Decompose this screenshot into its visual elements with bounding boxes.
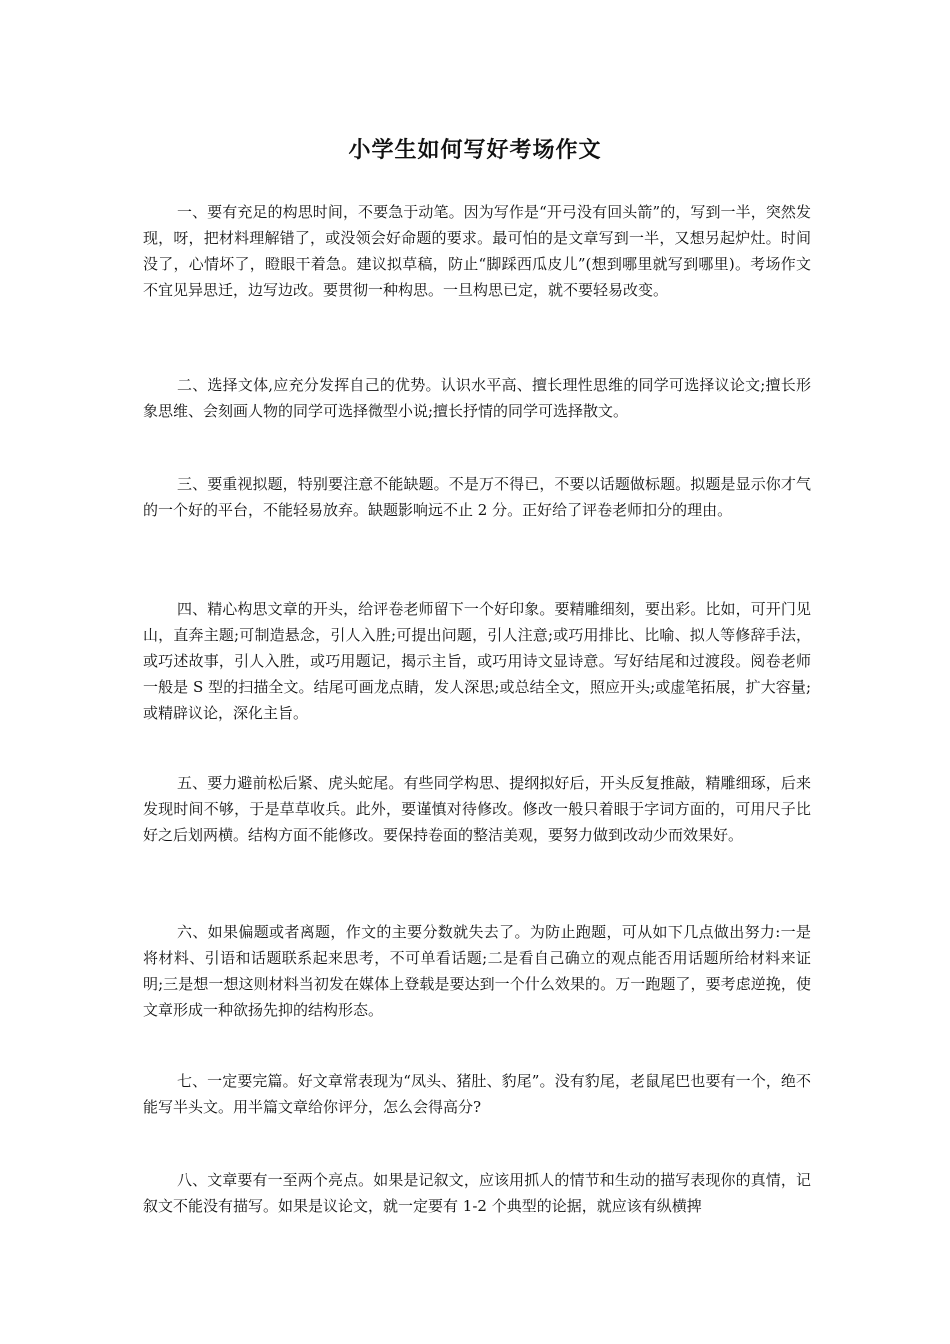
document-title: 小学生如何写好考场作文: [348, 137, 602, 163]
paragraph-4: 四、精心构思文章的开头，给评卷老师留下一个好印象。要精雕细刻，要出彩。比如，可开门见山，直奔主题;可制造悬念，引人入胜;可提出问题，引人注意;或巧用排比、比喻、拟人等修辞手法，或巧述故事，引人入胜，或巧用题记，揭示主旨，或巧用诗文显诗意。写好结尾和过渡段。阅卷老师一般是 S 型的扫描全文。结尾可画龙点睛，发人深思;或总结全文，照应开头;或虚笔拓展，扩大容量;或精辟议论，深化主旨。: [143, 600, 811, 722]
paragraph-6: 六、如果偏题或者离题，作文的主要分数就失去了。为防止跑题，可从如下几点做出努力:一是将材料、引语和话题联系起来思考，不可单看话题;二是看自己确立的观点能否用话题所给材料来证明;三是想一想这则材料当初发在媒体上登载是要达到一个什么效果的。万一跑题了，要考虑逆挽，使文章形成一种欲扬先抑的结构形态。: [143, 923, 811, 1019]
paragraph-1: 一、要有充足的构思时间，不要急于动笔。因为写作是“开弓没有回头箭”的，写到一半，突然发现，呀，把材料理解错了，或没领会好命题的要求。最可怕的是文章写到一半，又想另起炉灶。时间没了，心情坏了，瞪眼干着急。建议拟草稿，防止“脚踩西瓜皮儿”(想到哪里就写到哪里)。考场作文不宜见异思迁，边写边改。要贯彻一种构思。一旦构思已定，就不要轻易改变。: [143, 203, 811, 299]
paragraph-8: 八、文章要有一至两个亮点。如果是记叙文，应该用抓人的情节和生动的描写表现你的真情，记叙文不能没有描写。如果是议论文，就一定要有 1-2 个典型的论据，就应该有纵横捭: [143, 1171, 811, 1215]
paragraph-3: 三、要重视拟题，特别要注意不能缺题。不是万不得已，不要以话题做标题。拟题是显示你才气的一个好的平台，不能轻易放弃。缺题影响远不止 2 分。正好给了评卷老师扣分的理由。: [143, 475, 811, 519]
paragraph-7: 七、一定要完篇。好文章常表现为“凤头、猪肚、豹尾”。没有豹尾，老鼠尾巴也要有一个，绝不能写半头文。用半篇文章给你评分，怎么会得高分?: [143, 1072, 811, 1116]
paragraph-5: 五、要力避前松后紧、虎头蛇尾。有些同学构思、提纲拟好后，开头反复推敲，精雕细琢，后来发现时间不够，于是草草收兵。此外，要谨慎对待修改。修改一般只着眼于字词方面的，可用尺子比好之后划两横。结构方面不能修改。要保持卷面的整洁美观，要努力做到改动少而效果好。: [143, 774, 811, 844]
paragraph-2: 二、选择文体,应充分发挥自己的优势。认识水平高、擅长理性思维的同学可选择议论文;擅长形象思维、会刻画人物的同学可选择微型小说;擅长抒情的同学可选择散文。: [143, 376, 811, 420]
